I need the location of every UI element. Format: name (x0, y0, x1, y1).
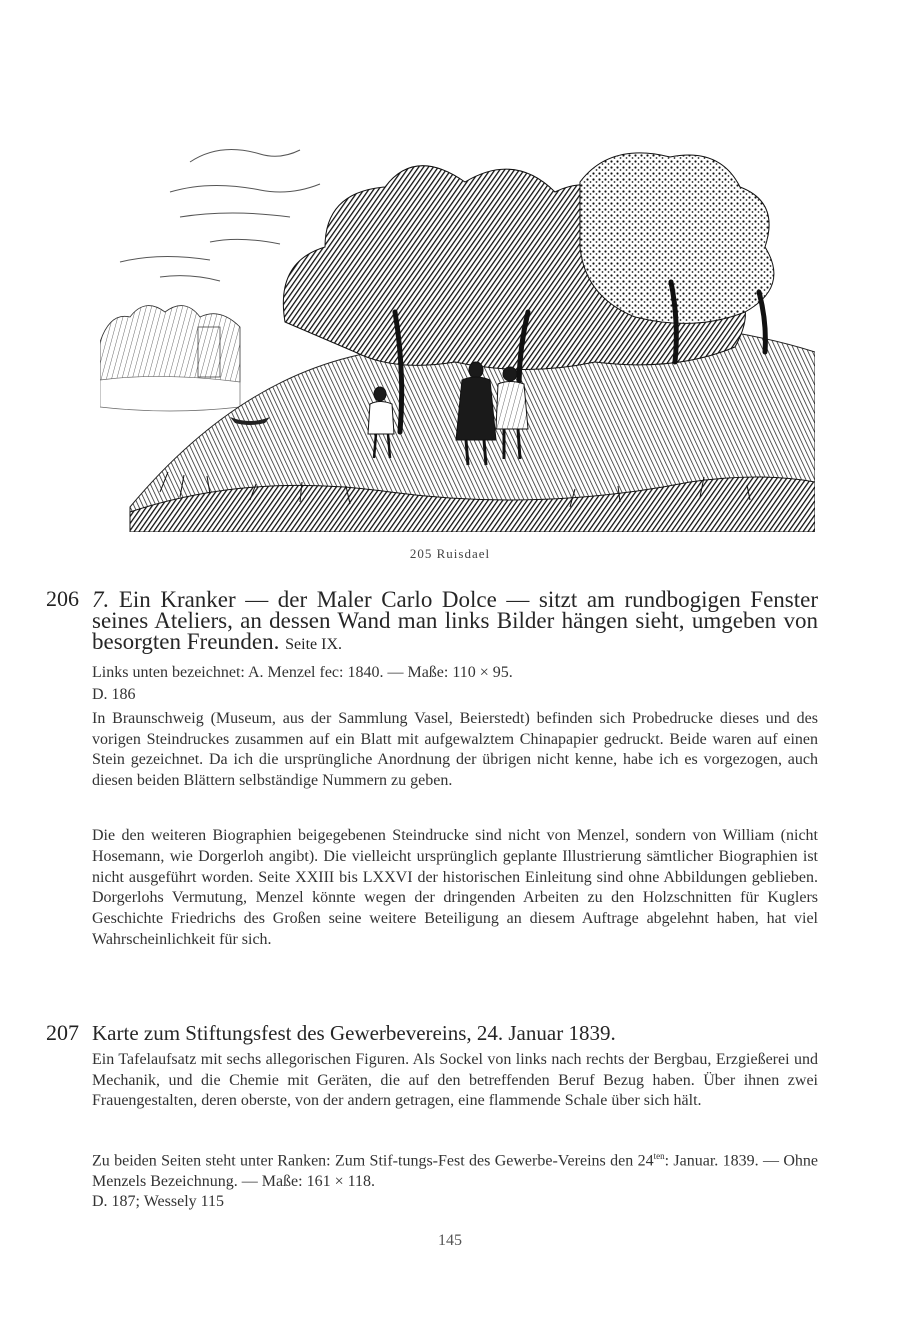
entry-207-title: Karte zum Stiftungsfest des Gewerbevereins, 24. Januar 1839. (92, 1021, 616, 1045)
catalog-number-207: 207 (46, 1020, 79, 1045)
entry-207-superscript: ten (653, 1151, 665, 1161)
ruisdael-landscape-illustration (100, 112, 815, 532)
figure-caption: 205 Ruisdael (409, 546, 491, 561)
entry-207-paragraph-1: Ein Tafelaufsatz mit sechs allegorischen Figuren. Als Sockel von links nach rechts der Bergbau, Erzgießerei und Mechanik, und die Chemie mit Geräten, die auf den betreffenden Beruf Bezug haben. Über ihnen zwei Frauengestalten, deren oberste, von der andern getragen, eine flammende Schale über sich hält. (92, 1051, 818, 1109)
catalog-number-206: 206 (46, 586, 79, 611)
entry-207-paragraph-2 (92, 1146, 818, 1192)
entry-207-paragraph-2-text: Zu beiden Seiten steht unter Ranken: Zum Stif-tungs-Fest des Gewerbe-Vereins den 24 (92, 1152, 654, 1170)
entry-206-page-ref: Seite IX. (285, 636, 342, 653)
entry-206-title (92, 589, 818, 655)
entry-206-dorgerloh-ref: D. 186 (92, 686, 136, 703)
entry-206-lead: 7. (92, 587, 110, 612)
entry-206-title-text: Ein Kranker — der Maler Carlo Dolce — sitzt am rundbogigen Fenster seines Ateliers, an dessen Wand man links Bilder hängen sieht, umgeben von besorgten Freunden. (92, 587, 819, 654)
entry-206-paragraph-1: In Braunschweig (Museum, aus der Sammlung Vasel, Beierstedt) befinden sich Probedrucke dieses und des vorigen Steindruckes zusammen auf ein Blatt mit aufgewalztem Chinapapier gedruckt. Beide waren auf einen Stein gezeichnet. Da ich die ursprüngliche Anordnung der übrigen nicht kenne, habe ich es vorgezogen, auch diesen beiden Blättern selbständige Nummern zu geben. (92, 710, 818, 789)
entry-207-paragraph-2-rest: : Januar. 1839. — Ohne Menzels Bezeichnung. — Maße: 161 × 118. (92, 1152, 818, 1190)
entry-206-inscription: Links unten bezeichnet: A. Menzel fec: 1840. — Maße: 110 × 95. (92, 664, 513, 681)
entry-207-references: D. 187; Wessely 115 (92, 1193, 225, 1210)
entry-206-paragraph-2: Die den weiteren Biographien beigegebenen Steindrucke sind nicht von Menzel, sondern von William (nicht Hosemann, wie Dorgerloh angibt). Die vielleicht ursprünglich geplante Illustrierung sämtlicher Biographien ist nicht ausgeführt worden. Seite XXIII bis LXXVI der historischen Einleitung sind ohne Abbildungen geblieben. Dorgerlohs Vermutung, Menzel könnte wegen der dringenden Arbeiten zu den Holzschnitten für Kuglers Geschichte Friedrichs des Großen seine weitere Beteiligung an diesem Auftrage abgelehnt haben, hat viel Wahrscheinlichkeit für sich. (92, 827, 818, 948)
page-number: 145 (438, 1232, 462, 1249)
